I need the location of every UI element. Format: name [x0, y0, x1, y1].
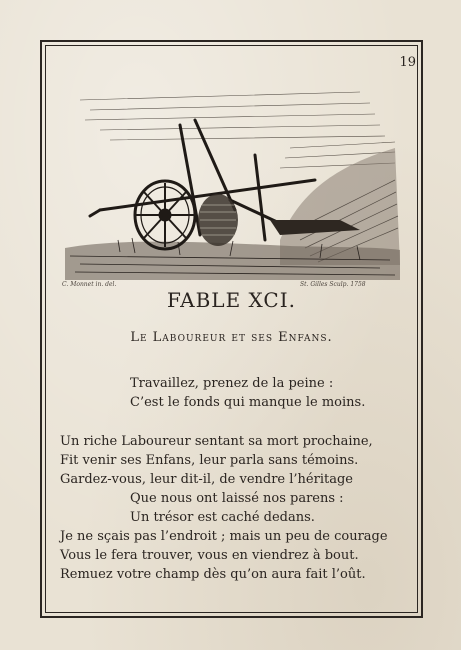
- verse-line: Un riche Laboureur sentant sa mort prochaine,: [60, 434, 373, 449]
- verse-line: Je ne sçais pas l’endroit ; mais un peu de courage: [60, 529, 388, 544]
- engraver-credit: St. Gilles Sculp. 1758: [300, 281, 366, 288]
- plough-engraving: [60, 70, 405, 285]
- verse-line: Vous le fera trouver, vous en viendrez à bout.: [60, 548, 359, 563]
- verse-line: Gardez-vous, leur dit-il, de vendre l’héritage: [60, 472, 353, 487]
- page-number: 19: [399, 55, 416, 70]
- verse-line: Remuez votre champ dès qu’on aura fait l’oût.: [60, 567, 366, 582]
- verse-line: Fit venir ses Enfans, leur parla sans témoins.: [60, 453, 359, 468]
- artist-credit: C. Monnet in. del.: [62, 281, 117, 288]
- moral-line: Travaillez, prenez de la peine :: [130, 376, 334, 391]
- verse-line: Un trésor est caché dedans.: [130, 510, 315, 525]
- moral-line: C’est le fonds qui manque le moins.: [130, 395, 366, 410]
- fable-subtitle: Le Laboureur et ses Enfans.: [130, 330, 333, 345]
- verse-line: Que nous ont laissé nos parens :: [130, 491, 344, 506]
- fable-title: FABLE XCI.: [167, 288, 296, 312]
